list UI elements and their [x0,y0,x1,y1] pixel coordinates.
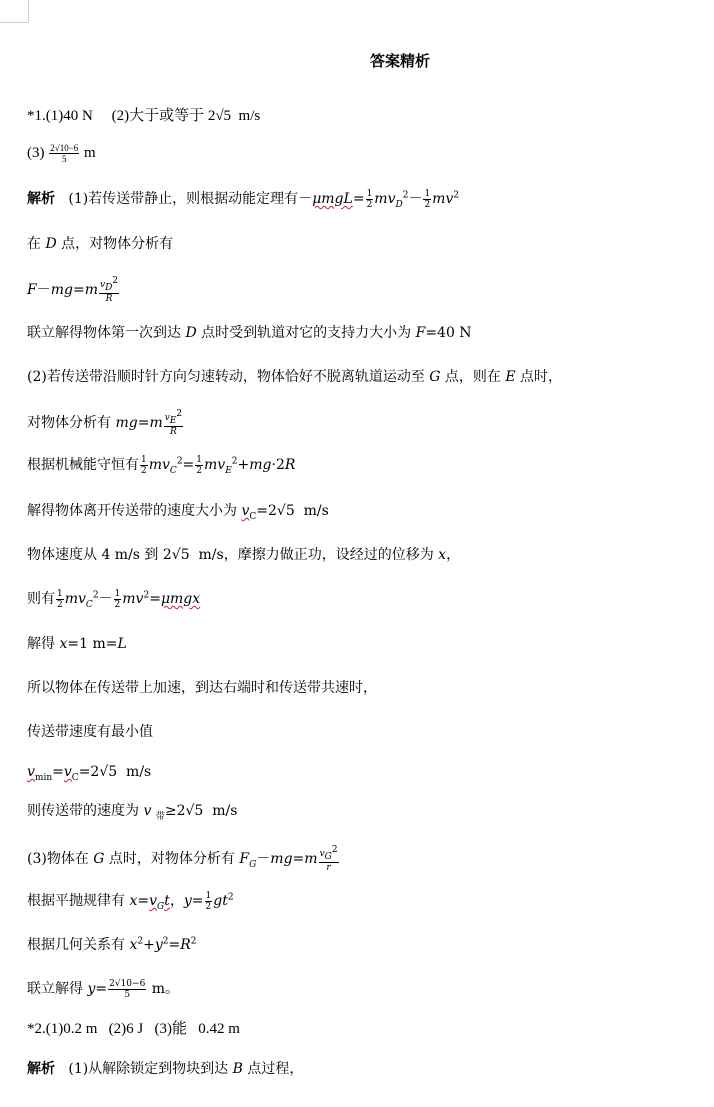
page-title: 答案精析 [369,52,430,70]
analysis-line: 联立解得 y= $\frac{2√10-6}{5}$ m。 [27,978,180,1000]
analysis-line: 在 D 点，对物体分析有 [27,236,174,252]
analysis-line: 传送带速度有最小值 [27,724,153,740]
equation-line: F－mg=m $\frac{v_D^2}{R}$ [27,276,119,304]
equation-line: $v_{min}=v_C=2√5$ m/s [27,764,152,783]
answer-2-summary: *2.(1)0.2 m (2)6 J (3)能 0.42 m [27,1021,240,1037]
analysis-line: 物体速度从 4 m/s 到 2√5 m/s，摩擦力做正功，设经过的位移为 x， [27,547,461,563]
answer-1-part3: (3) $\frac{2√10-6}{5}$ m [27,143,96,164]
analysis-line: 联立解得物体第一次到达 D 点时受到轨道对它的支持力大小为 F=40 N [27,325,472,341]
analysis-1-part2: (2)若传送带沿顺时针方向匀速转动，物体恰好不脱离轨道运动至 G 点，则在 E 点时， [27,369,563,385]
analysis-line: 则传送带的速度为 v $_带$≥2√5 m/s [27,803,238,822]
equation-line: 根据机械能守恒有 $\frac{1}{2}$ $mv_C^2=$ $\frac{1}{2}$ $mv_E^2+mg\cdot 2R$ [27,454,296,476]
page-corner-mark [0,0,29,23]
equation-line: 根据平抛规律有 $x=v_Gt$，y= $\frac{1}{2}$ $gt^2$ [27,890,234,912]
analysis-line: 解得物体离开传送带的速度大小为 $v_C=2√5$ m/s [27,503,329,522]
equation-line: 对物体分析有 mg=m $\frac{v_E^2}{R}$ [27,409,183,437]
analysis-line: 所以物体在传送带上加速，到达右端时和传送带共速时， [27,680,377,696]
answer-1-summary: *1.(1)40 N (2)大于或等于 2√5 m/s [27,108,261,124]
analysis-line: 解得 x=1 m=L [27,636,127,652]
analysis-2-part1: 解析 (1)从解除锁定到物块到达 B 点过程， [27,1061,304,1077]
analysis-1-part3: (3)物体在 G 点时，对物体分析有 $F_G-mg=m$ $\frac{v_G^2}{r}$ [27,845,338,873]
analysis-1-part1: 解析 (1)若传送带静止，则根据动能定理有－μmgL= $\frac{1}{2}$ $mv_D^2-$ $\frac{1}{2}$ $mv^2$ [27,188,460,210]
equation-line: 则有 $\frac{1}{2}$ $mv_C^2-$ $\frac{1}{2}$ $mv^2=\mu mgx$ [27,588,201,610]
equation-line: 根据几何关系有 $x^2+y^2=R^2$ [27,936,197,953]
